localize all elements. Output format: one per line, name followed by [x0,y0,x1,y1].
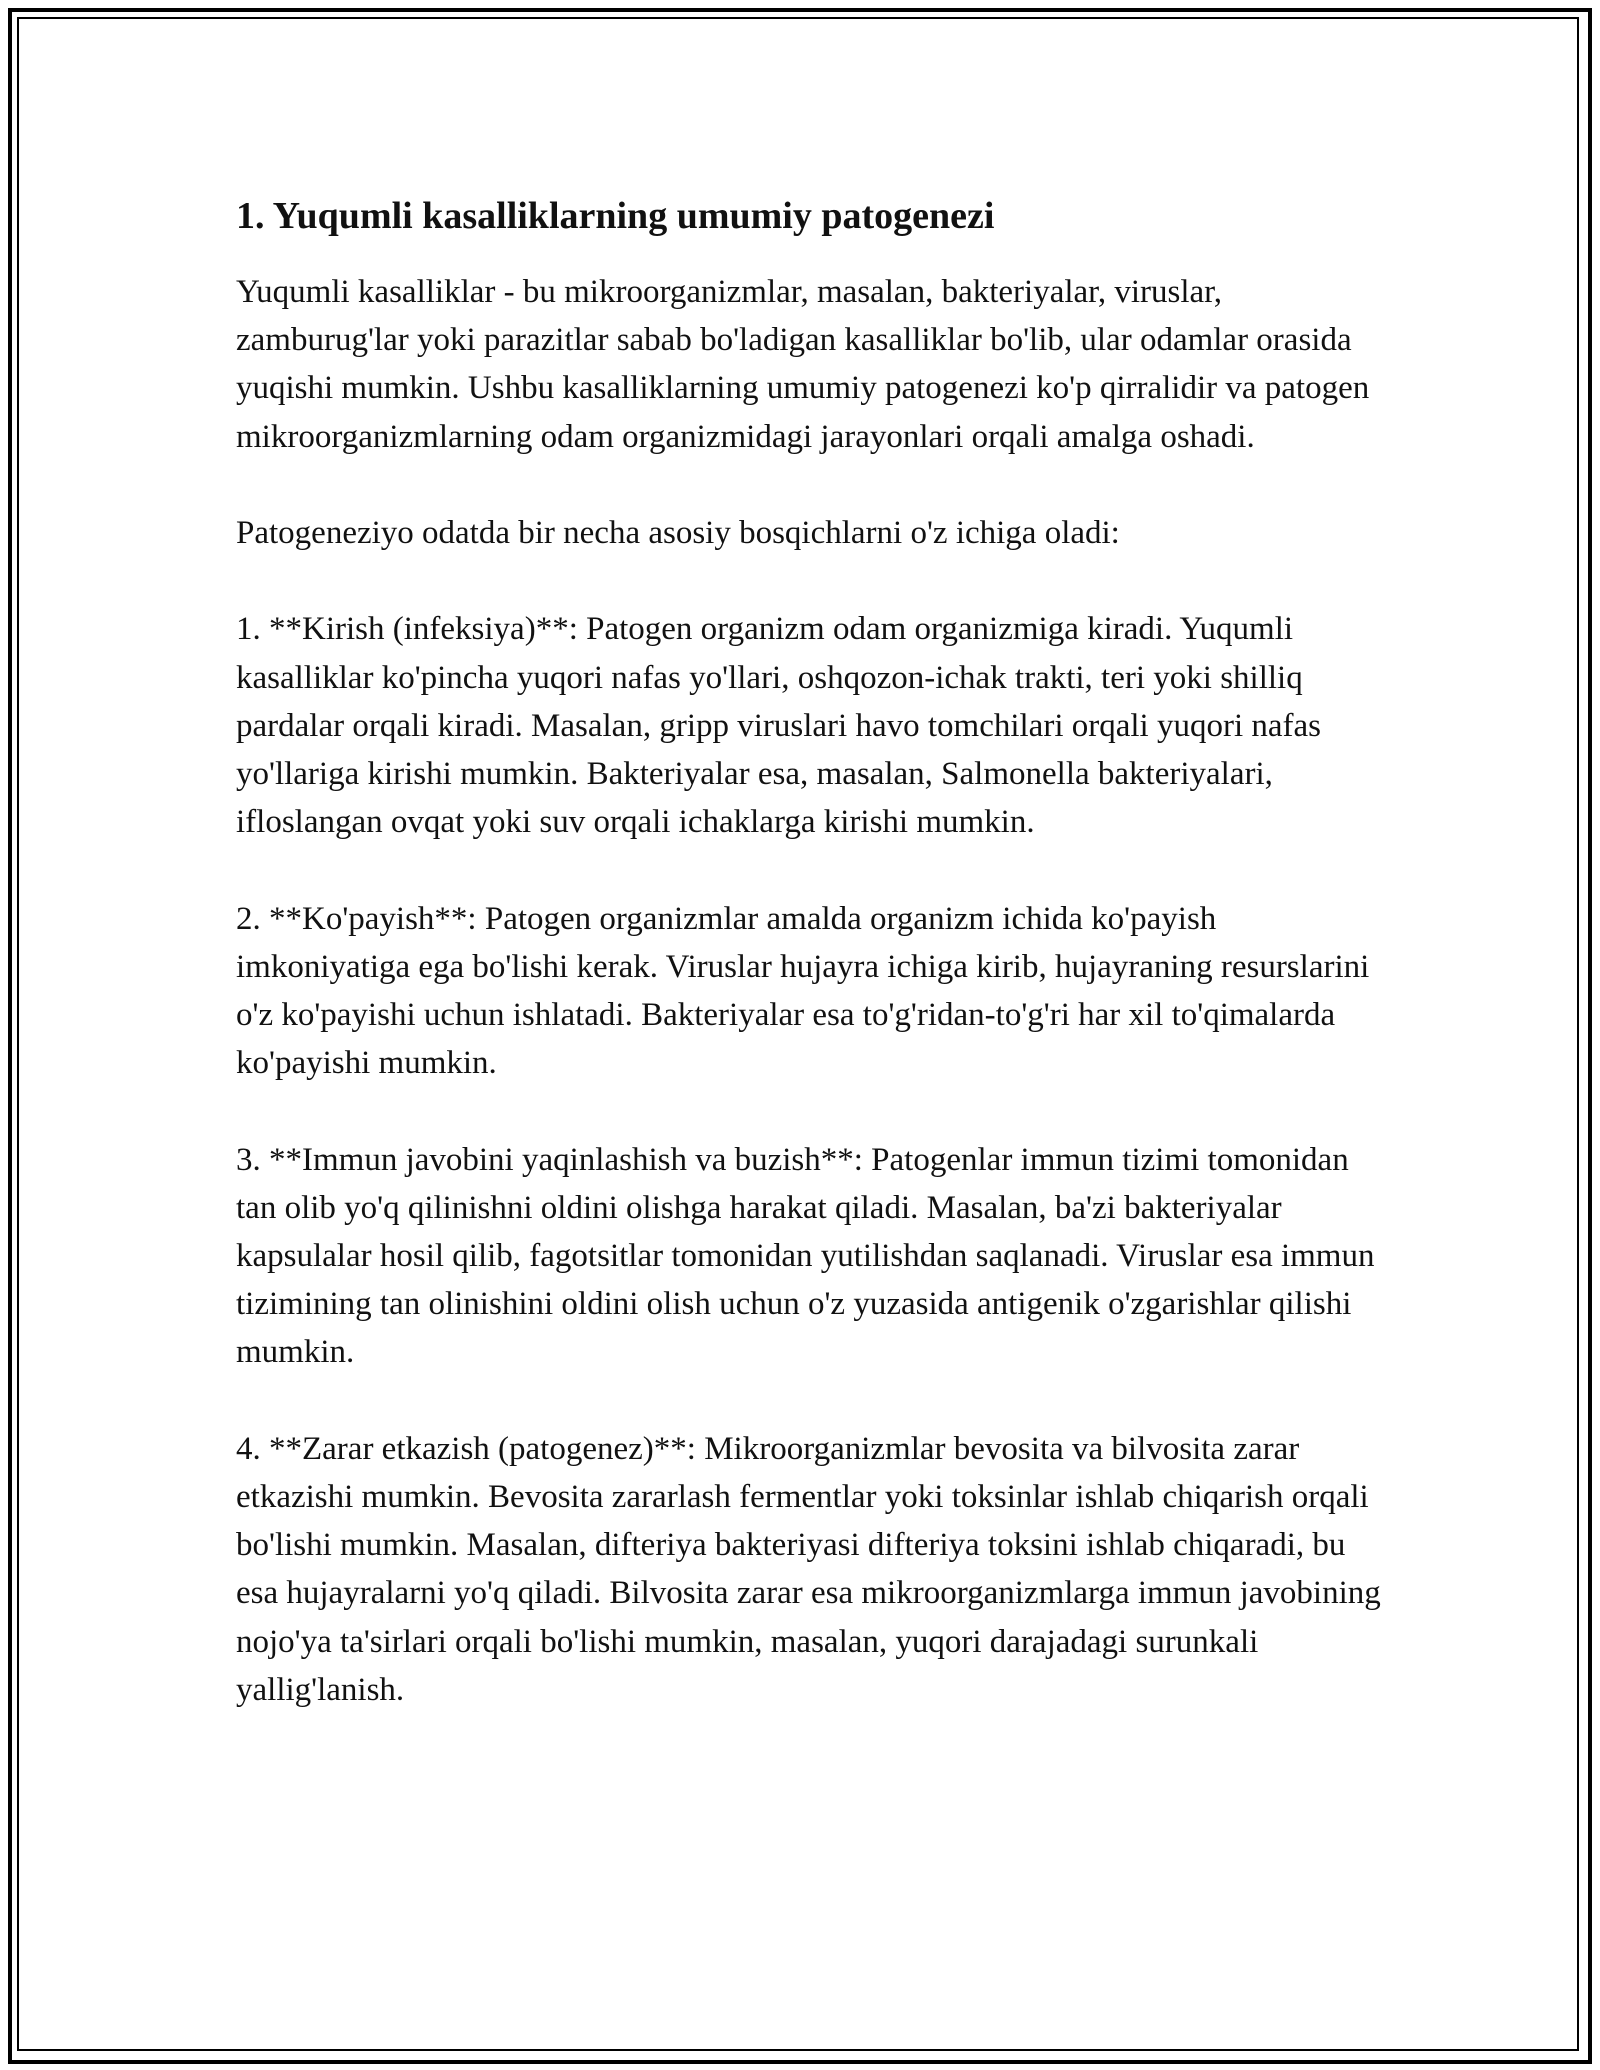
document-body [236,188,1386,1714]
stage-2-paragraph: 2. **Ko'payish**: Patogen organizmlar amalda organizm ichida ko'payish imkoniyatiga ega bo'lishi kerak. Viruslar hujayra ichiga kirib, hujayraning resurslarini o'z ko'payishi uchun ishlatadi. Bakteriyalar esa to'g'ridan-to'g'ri har xil to'qimalarda ko'payishi mumkin. [236,900,1370,1082]
paragraph-gap [236,1087,1386,1135]
paragraph-gap [236,846,1386,894]
stage-3-paragraph: 3. **Immun javobini yaqinlashish va buzish**: Patogenlar immun tizimi tomonidan tan olib yo'q qilinishni oldini olishga harakat qiladi. Masalan, ba'zi bakteriyalar kapsulalar hosil qilib, fagotsitlar tomonidan yutilishdan saqlanadi. Viruslar esa immun tizimining tan olinishini oldini olish uchun o'z yuzasida antigenik o'zgarishlar qilishi mumkin. [236,1141,1375,1371]
stage-4-paragraph: 4. **Zarar etkazish (patogenez)**: Mikroorganizmlar bevosita va bilvosita zarar etkazishi mumkin. Bevosita zararlash fermentlar yoki toksinlar ishlab chiqarish orqali bo'lishi mumkin. Masalan, difteriya bakteriyasi difteriya toksini ishlab chiqaradi, bu esa hujayralarni yo'q qiladi. Bilvosita zarar esa mikroorganizmlarga immun javobining nojo'ya ta'sirlari orqali bo'lishi mumkin, masalan, yuqori darajadagi surunkali yallig'lanish. [236,1430,1381,1708]
paragraph-gap [236,461,1386,509]
stages-intro-paragraph: Patogeneziyo odatda bir necha asosiy bosqichlarni o'z ichiga oladi: [236,515,1120,551]
stage-1-paragraph: 1. **Kirish (infeksiya)**: Patogen organizm odam organizmiga kiradi. Yuqumli kasalliklar ko'pincha yuqori nafas yo'llari, oshqozon-ichak trakti, teri yoki shilliq pardalar orqali kiradi. Masalan, gripp viruslari havo tomchilari orqali yuqori nafas yo'llariga kirishi mumkin. Bakteriyalar esa, masalan, Salmonella bakteriyalari, ifloslangan ovqat yoki suv orqali ichaklarga kirishi mumkin. [236,611,1321,841]
intro-paragraph: Yuqumli kasalliklar - bu mikroorganizmlar, masalan, bakteriyalar, viruslar, zamburug'lar yoki parazitlar sabab bo'ladigan kasalliklar bo'lib, ular odamlar orasida yuqishi mumkin. Ushbu kasalliklarning umumiy patogenezi ko'p qirralidir va patogen mikroorganizmlarning odam organizmidagi jarayonlari orqali amalga oshadi. [236,274,1370,455]
paragraph-gap [236,1377,1386,1425]
section-heading: 1. Yuqumli kasalliklarning umumiy patogenezi [236,195,995,237]
paragraph-gap [236,557,1386,605]
